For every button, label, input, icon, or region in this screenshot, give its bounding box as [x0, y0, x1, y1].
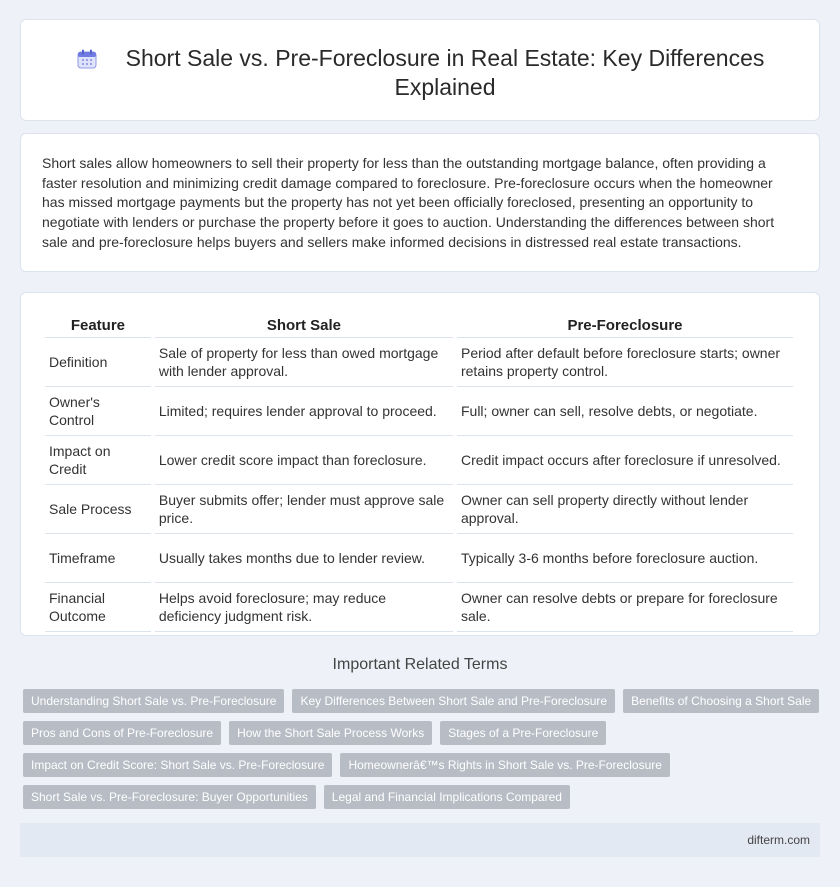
title-card — [20, 19, 820, 121]
feature-cell: Financial Outcome — [45, 583, 151, 632]
table-row — [45, 485, 793, 534]
tag-row — [23, 689, 823, 713]
related-term-link[interactable]: Legal and Financial Implications Compared — [324, 785, 570, 809]
table-row — [45, 387, 793, 436]
pre-foreclosure-cell: Full; owner can sell, resolve debts, or negotiate. — [457, 387, 793, 436]
feature-cell: Timeframe — [45, 534, 151, 583]
header-pre-foreclosure: Pre-Foreclosure — [457, 312, 793, 338]
table-row — [45, 338, 793, 387]
related-term-link[interactable]: Understanding Short Sale vs. Pre-Foreclosure — [23, 689, 284, 713]
tag-row — [23, 753, 823, 777]
short-sale-cell: Sale of property for less than owed mortgage with lender approval. — [155, 338, 453, 387]
short-sale-cell: Lower credit score impact than foreclosure. — [155, 436, 453, 485]
table-row — [45, 534, 793, 583]
related-term-link[interactable]: Short Sale vs. Pre-Foreclosure: Buyer Opportunities — [23, 785, 316, 809]
pre-foreclosure-cell: Owner can sell property directly without lender approval. — [457, 485, 793, 534]
table-row — [45, 583, 793, 632]
related-term-link[interactable]: Stages of a Pre-Foreclosure — [440, 721, 606, 745]
table-row — [45, 436, 793, 485]
tag-row — [23, 721, 823, 745]
related-term-link[interactable]: How the Short Sale Process Works — [229, 721, 432, 745]
short-sale-cell: Helps avoid foreclosure; may reduce deficiency judgment risk. — [155, 583, 453, 632]
related-term-link[interactable]: Impact on Credit Score: Short Sale vs. Pre-Foreclosure — [23, 753, 332, 777]
related-term-link[interactable]: Key Differences Between Short Sale and Pre-Foreclosure — [292, 689, 615, 713]
feature-cell: Owner's Control — [45, 387, 151, 436]
related-term-link[interactable]: Pros and Cons of Pre-Foreclosure — [23, 721, 221, 745]
intro-card — [20, 133, 820, 272]
tag-row — [23, 785, 823, 809]
footer-site-link[interactable]: difterm.com — [747, 833, 810, 847]
table-header-row — [45, 312, 793, 338]
related-terms-heading: Important Related Terms — [332, 656, 508, 673]
pre-foreclosure-cell: Typically 3-6 months before foreclosure auction. — [457, 534, 793, 583]
page-title: Short Sale vs. Pre-Foreclosure in Real Estate: Key Differences Explained — [125, 45, 765, 100]
related-term-link[interactable]: Homeownerâ€™s Rights in Short Sale vs. Pre-Foreclosure — [340, 753, 669, 777]
short-sale-cell: Buyer submits offer; lender must approve sale price. — [155, 485, 453, 534]
pre-foreclosure-cell: Credit impact occurs after foreclosure if unresolved. — [457, 436, 793, 485]
pre-foreclosure-cell: Period after default before foreclosure starts; owner retains property control. — [457, 338, 793, 387]
related-terms-list — [23, 689, 823, 817]
footer — [20, 823, 820, 857]
pre-foreclosure-cell: Owner can resolve debts or prepare for foreclosure sale. — [457, 583, 793, 632]
short-sale-cell: Usually takes months due to lender review. — [155, 534, 453, 583]
short-sale-cell: Limited; requires lender approval to proceed. — [155, 387, 453, 436]
comparison-table-card — [20, 292, 820, 636]
header-short-sale: Short Sale — [155, 312, 453, 338]
header-feature: Feature — [45, 312, 151, 338]
feature-cell: Sale Process — [45, 485, 151, 534]
comparison-table — [41, 312, 797, 632]
feature-cell: Definition — [45, 338, 151, 387]
related-term-link[interactable]: Benefits of Choosing a Short Sale — [623, 689, 819, 713]
intro-paragraph: Short sales allow homeowners to sell their property for less than the outstanding mortgage balance, often providing a faster resolution and minimizing credit damage compared to foreclosure. Pre-foreclosure occurs when the homeowner has missed mortgage payments but the property has not yet been officially foreclosed, presenting an opportunity to negotiate with lenders or purchase the property before it goes to auction. Understanding the differences between short sale and pre-foreclosure helps buyers and sellers make informed decisions in distressed real estate transactions. — [42, 155, 775, 250]
feature-cell: Impact on Credit — [45, 436, 151, 485]
